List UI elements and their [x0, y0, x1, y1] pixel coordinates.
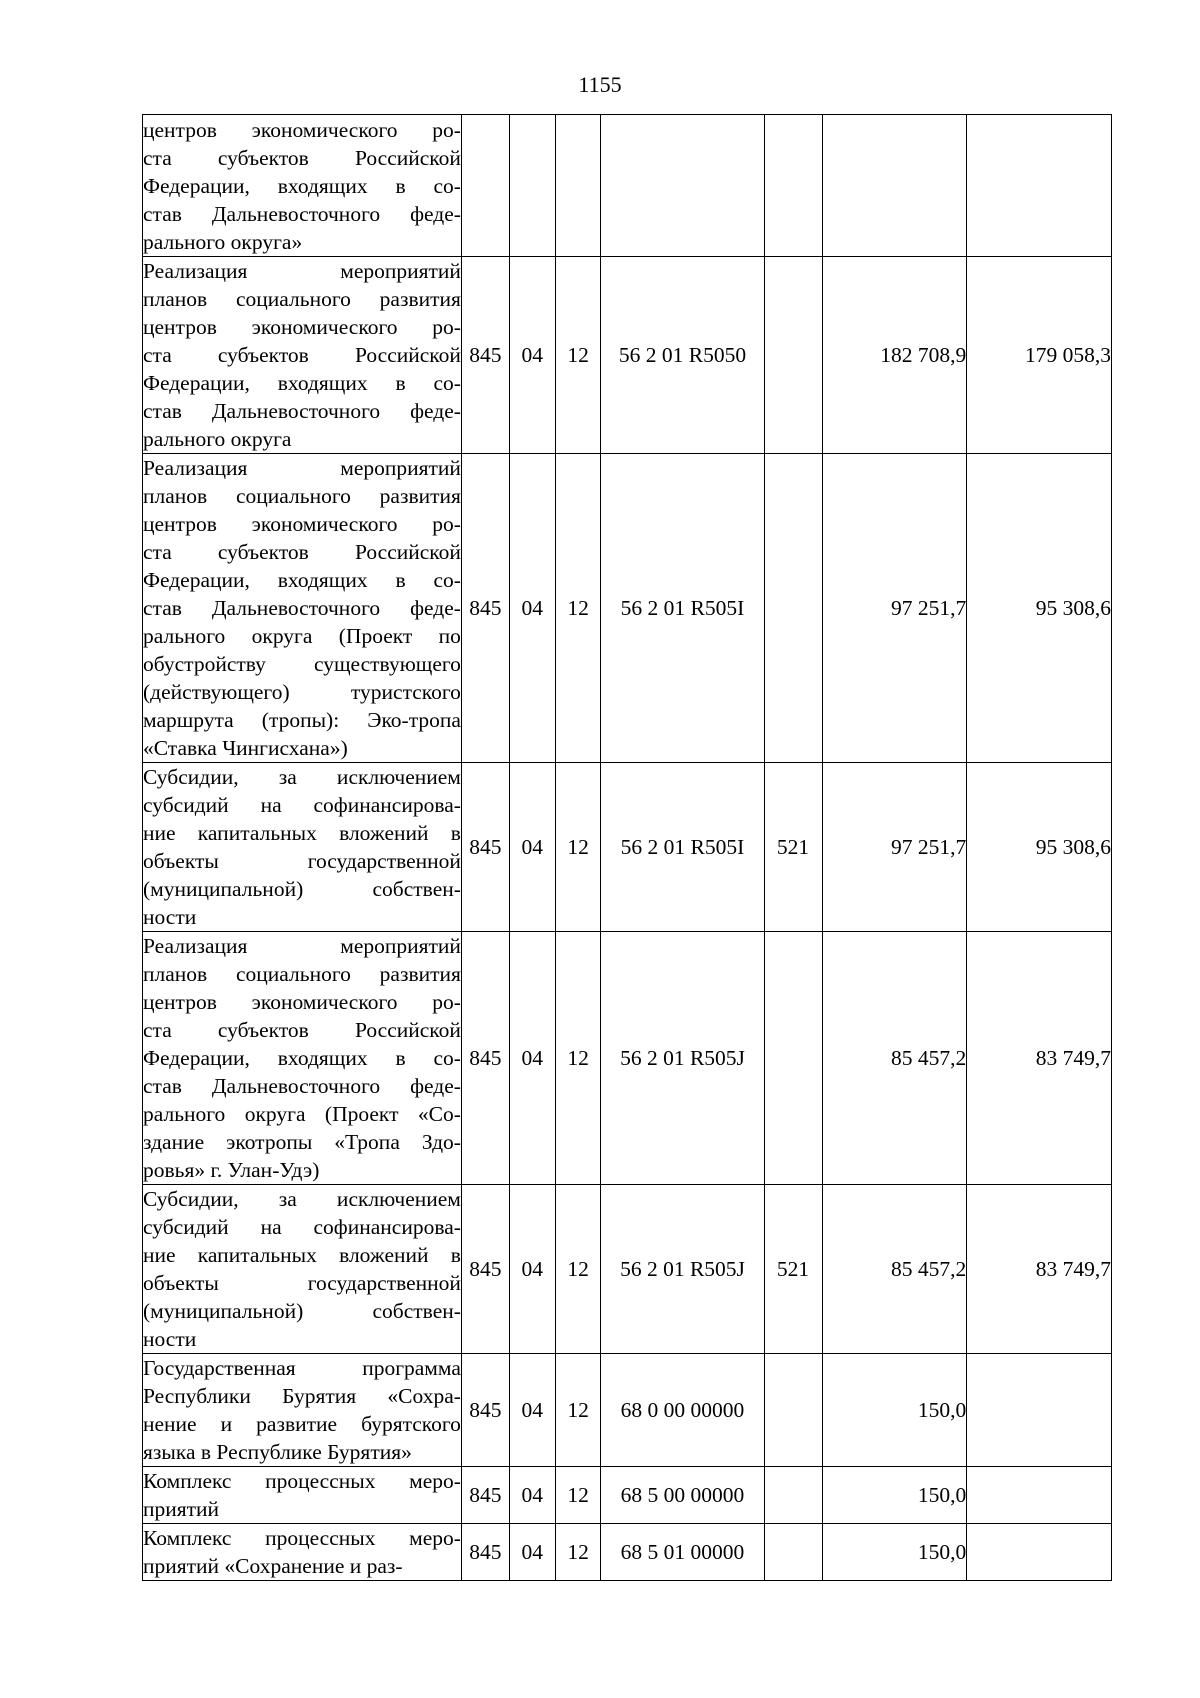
- section-code: 04: [509, 1354, 555, 1467]
- amount-year-1: 150,0: [822, 1354, 967, 1467]
- row-name-line: «Ставка Чингисхана»): [143, 736, 348, 760]
- row-name-line: Субсидии, за исключением: [143, 1187, 461, 1211]
- amount-year-2: 95 308,6: [967, 454, 1112, 763]
- subsection-code: 12: [555, 1467, 601, 1524]
- table-row: [143, 1524, 1112, 1581]
- budget-table: [142, 114, 1112, 1581]
- row-name-line: обустройству существующего: [143, 652, 461, 676]
- row-name-line: ности: [143, 905, 197, 929]
- ministry-code: [461, 115, 509, 257]
- section-code: 04: [509, 454, 555, 763]
- amount-year-1: 85 457,2: [822, 1185, 967, 1354]
- row-name-line: став Дальневосточного феде-: [143, 1074, 461, 1098]
- table-row: [143, 454, 1112, 763]
- row-name-line: центров экономического ро-: [143, 117, 461, 142]
- section-code: 04: [509, 932, 555, 1185]
- row-name-line: Федерации, входящих в со-: [143, 371, 461, 395]
- table-row: [143, 257, 1112, 454]
- subsection-code: 12: [555, 257, 601, 454]
- target-article-code: 56 2 01 R5050: [601, 257, 764, 454]
- target-article-code: 56 2 01 R505J: [601, 932, 764, 1185]
- row-name-line: нение и развитие бурятского: [143, 1412, 461, 1436]
- row-name-line: планов социального развития: [143, 962, 461, 986]
- row-name-line: планов социального развития: [143, 287, 461, 311]
- row-name-line: Государственная программа: [143, 1356, 461, 1380]
- target-article-code: 68 5 00 00000: [601, 1467, 764, 1524]
- row-name-line: маршрута (тропы): Эко-тропа: [143, 708, 461, 732]
- row-name-line: планов социального развития: [143, 484, 461, 508]
- target-article-code: 56 2 01 R505J: [601, 1185, 764, 1354]
- row-name: [143, 932, 462, 1185]
- row-name-line: (действующего) туристского: [143, 680, 461, 704]
- row-name-line: приятий: [143, 1497, 220, 1521]
- row-name-line: (муниципальной) собствен-: [143, 877, 461, 901]
- row-name-line: ние капитальных вложений в: [143, 1243, 461, 1267]
- row-name-line: ста субъектов Российской: [143, 343, 461, 367]
- row-name-line: рального округа (Проект по: [143, 624, 461, 648]
- subsection-code: 12: [555, 454, 601, 763]
- row-name-line: Комплекс процессных меро-: [143, 1526, 461, 1550]
- expense-type-code: 521: [764, 763, 822, 932]
- ministry-code: 845: [461, 1524, 509, 1581]
- row-name-line: приятий «Сохранение и раз-: [143, 1554, 403, 1578]
- section-code: 04: [509, 257, 555, 454]
- expense-type-code: 521: [764, 1185, 822, 1354]
- amount-year-1: [822, 115, 967, 257]
- row-name: [143, 1185, 462, 1354]
- subsection-code: 12: [555, 932, 601, 1185]
- expense-type-code: [764, 454, 822, 763]
- subsection-code: 12: [555, 1185, 601, 1354]
- ministry-code: 845: [461, 763, 509, 932]
- row-name-line: центров экономического ро-: [143, 990, 461, 1014]
- section-code: 04: [509, 1185, 555, 1354]
- ministry-code: 845: [461, 1467, 509, 1524]
- subsection-code: 12: [555, 763, 601, 932]
- row-name-line: здание экотропы «Тропа Здо-: [143, 1130, 461, 1154]
- row-name-line: став Дальневосточного феде-: [143, 201, 461, 226]
- row-name-line: центров экономического ро-: [143, 512, 461, 536]
- target-article-code: [601, 115, 764, 257]
- subsection-code: 12: [555, 1354, 601, 1467]
- row-name-line: Комплекс процессных меро-: [143, 1469, 461, 1493]
- ministry-code: 845: [461, 257, 509, 454]
- section-code: 04: [509, 763, 555, 932]
- ministry-code: 845: [461, 932, 509, 1185]
- row-name-line: рального округа»: [143, 229, 303, 254]
- table-row: [143, 1185, 1112, 1354]
- row-name: [143, 115, 462, 257]
- row-name-line: Реализация мероприятий: [143, 259, 461, 283]
- section-code: 04: [509, 1524, 555, 1581]
- row-name-line: Федерации, входящих в со-: [143, 173, 461, 198]
- row-name-line: Субсидии, за исключением: [143, 765, 461, 789]
- row-name-line: ровья» г. Улан-Удэ): [143, 1158, 320, 1182]
- amount-year-1: 150,0: [822, 1467, 967, 1524]
- row-name: [143, 1467, 462, 1524]
- row-name-line: субсидий на софинансирова-: [143, 1215, 461, 1239]
- row-name-line: рального округа: [143, 427, 292, 451]
- row-name-line: став Дальневосточного феде-: [143, 399, 461, 423]
- target-article-code: 68 0 00 00000: [601, 1354, 764, 1467]
- amount-year-2: [967, 1467, 1112, 1524]
- ministry-code: 845: [461, 1185, 509, 1354]
- target-article-code: 68 5 01 00000: [601, 1524, 764, 1581]
- subsection-code: [555, 115, 601, 257]
- target-article-code: 56 2 01 R505I: [601, 763, 764, 932]
- expense-type-code: [764, 1467, 822, 1524]
- amount-year-1: 182 708,9: [822, 257, 967, 454]
- amount-year-2: [967, 1354, 1112, 1467]
- row-name: [143, 1354, 462, 1467]
- row-name: [143, 1524, 462, 1581]
- section-code: 04: [509, 1467, 555, 1524]
- row-name-line: Федерации, входящих в со-: [143, 1046, 461, 1070]
- row-name-line: ности: [143, 1327, 197, 1351]
- row-name-line: центров экономического ро-: [143, 315, 461, 339]
- expense-type-code: [764, 115, 822, 257]
- row-name: [143, 763, 462, 932]
- amount-year-1: 97 251,7: [822, 763, 967, 932]
- row-name-line: Республики Бурятия «Сохра-: [143, 1384, 461, 1408]
- expense-type-code: [764, 932, 822, 1185]
- table-row: [143, 932, 1112, 1185]
- subsection-code: 12: [555, 1524, 601, 1581]
- row-name: [143, 454, 462, 763]
- expense-type-code: [764, 257, 822, 454]
- amount-year-1: 85 457,2: [822, 932, 967, 1185]
- table-row: [143, 1354, 1112, 1467]
- amount-year-2: [967, 1524, 1112, 1581]
- expense-type-code: [764, 1354, 822, 1467]
- amount-year-2: [967, 115, 1112, 257]
- row-name-line: ста субъектов Российской: [143, 1018, 461, 1042]
- amount-year-1: 150,0: [822, 1524, 967, 1581]
- row-name-line: ста субъектов Российской: [143, 145, 461, 170]
- ministry-code: 845: [461, 1354, 509, 1467]
- amount-year-2: 179 058,3: [967, 257, 1112, 454]
- row-name-line: объекты государственной: [143, 849, 461, 873]
- row-name-line: ние капитальных вложений в: [143, 821, 461, 845]
- table-row: [143, 115, 1112, 257]
- row-name-line: Реализация мероприятий: [143, 934, 461, 958]
- row-name-line: Реализация мероприятий: [143, 456, 461, 480]
- row-name-line: Федерации, входящих в со-: [143, 568, 461, 592]
- amount-year-1: 97 251,7: [822, 454, 967, 763]
- table-row: [143, 763, 1112, 932]
- page-number: 1155: [578, 72, 622, 97]
- row-name-line: (муниципальной) собствен-: [143, 1299, 461, 1323]
- section-code: [509, 115, 555, 257]
- ministry-code: 845: [461, 454, 509, 763]
- table-row: [143, 1467, 1112, 1524]
- row-name: [143, 257, 462, 454]
- amount-year-2: 83 749,7: [967, 932, 1112, 1185]
- row-name-line: рального округа (Проект «Со-: [143, 1102, 461, 1126]
- row-name-line: объекты государственной: [143, 1271, 461, 1295]
- amount-year-2: 95 308,6: [967, 763, 1112, 932]
- row-name-line: субсидий на софинансирова-: [143, 793, 461, 817]
- row-name-line: ста субъектов Российской: [143, 540, 461, 564]
- target-article-code: 56 2 01 R505I: [601, 454, 764, 763]
- amount-year-2: 83 749,7: [967, 1185, 1112, 1354]
- row-name-line: языка в Республике Бурятия»: [143, 1440, 412, 1464]
- expense-type-code: [764, 1524, 822, 1581]
- row-name-line: став Дальневосточного феде-: [143, 596, 461, 620]
